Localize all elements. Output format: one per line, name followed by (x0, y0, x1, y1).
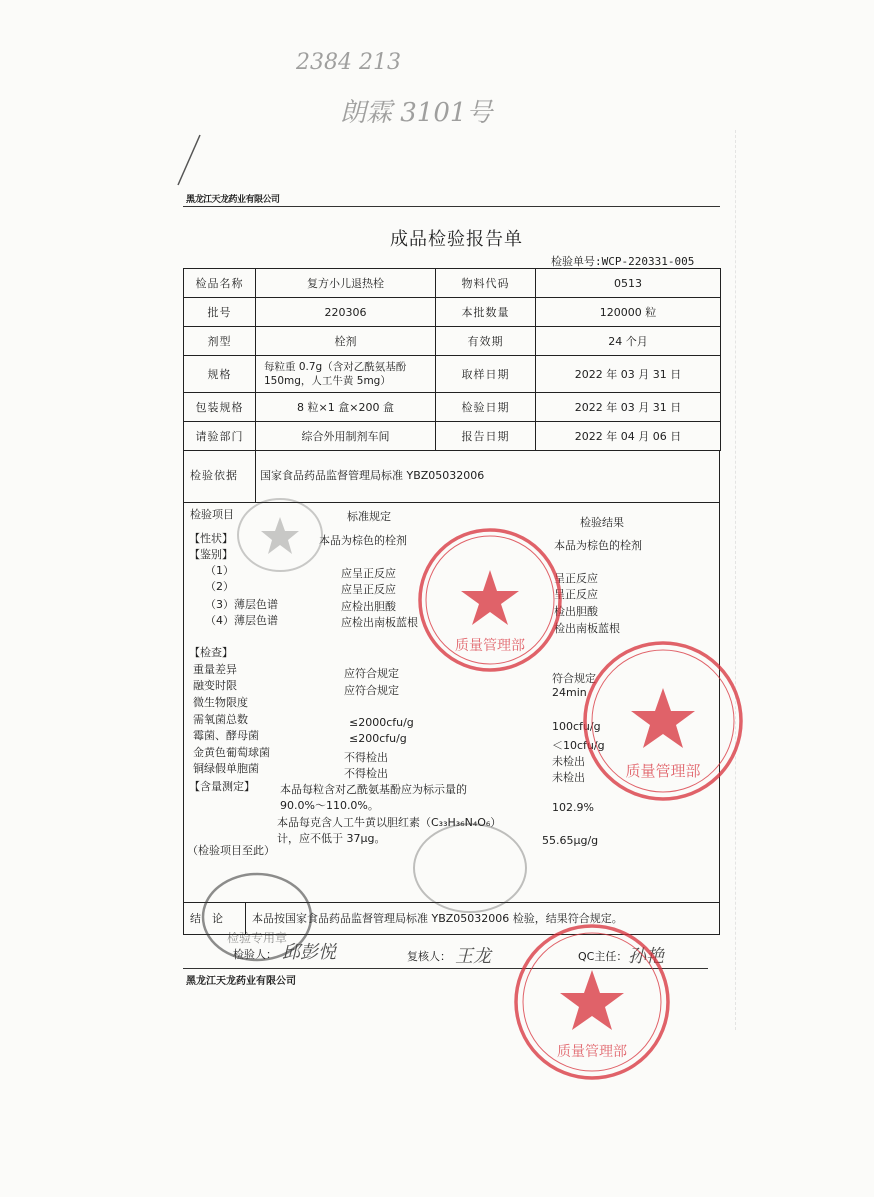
test-standard: 应呈正反应 (341, 567, 396, 580)
packing-label: 包装规格 (184, 393, 256, 422)
content-result-2: 55.65μg/g (542, 834, 599, 847)
inspector-signature: 邱彭悦 (282, 942, 336, 963)
batch-label: 批号 (184, 298, 256, 327)
basis-value: 国家食品药品监督管理局标准 YBZ05032006 (260, 469, 485, 482)
test-date-label: 检验日期 (436, 393, 536, 422)
test-item: 【鉴别】 (189, 548, 233, 561)
content-result-1: 102.9% (552, 801, 594, 814)
spec-label: 规格 (184, 356, 256, 393)
test-standard: 不得检出 (344, 767, 388, 780)
material-code-value: 0513 (536, 269, 721, 298)
report-date-value: 2022 年 04 月 06 日 (536, 422, 721, 451)
test-item: （3）薄层色谱 (205, 598, 278, 611)
test-item: 重量差异 (193, 663, 237, 676)
content-standard-2a: 本品每克含人工牛黄以胆红素（C₃₃H₃₆N₄O₆） (277, 816, 502, 829)
report-number-value: WCP-220331-005 (601, 255, 695, 268)
test-standard: 应符合规定 (344, 684, 399, 697)
conclusion-text: 本品按国家食品药品监督管理局标准 YBZ05032006 检验，结果符合规定。 (252, 912, 623, 925)
report-date-label: 报告日期 (436, 422, 536, 451)
test-standard: 应符合规定 (344, 667, 399, 680)
test-item: 铜绿假单胞菌 (193, 762, 259, 775)
form-label: 剂型 (184, 327, 256, 356)
inspector-label: 检验人： (233, 948, 277, 961)
dept-label: 请验部门 (184, 422, 256, 451)
report-number (551, 253, 694, 269)
table-row (184, 393, 721, 422)
svg-text:质量管理部: 质量管理部 (557, 1044, 627, 1060)
spec-line-2: 150mg，人工牛黄 5mg） (264, 375, 391, 387)
stamp-4 (200, 870, 315, 965)
basis-label: 检验依据 (190, 469, 238, 482)
qa-label: QC主任： (578, 950, 628, 963)
col-header-result: 检验结果 (580, 516, 624, 529)
stamp-1 (415, 525, 565, 675)
test-item: 【性状】 (189, 532, 233, 545)
company-name-header: 黑龙江天龙药业有限公司 (186, 195, 280, 205)
report-title: 成品检验报告单 (390, 229, 523, 250)
validity-label: 有效期 (436, 327, 536, 356)
test-item: （2） (205, 580, 234, 593)
scan-edge-shadow (735, 130, 796, 1030)
svg-text:检验专用章: 检验专用章 (226, 931, 288, 945)
form-value: 栓剂 (256, 327, 436, 356)
reviewer-signature: 王龙 (455, 946, 491, 967)
test-standard: 应检出南板蓝根 (341, 616, 418, 629)
header-rule (183, 206, 720, 207)
batch-value: 220306 (256, 298, 436, 327)
table-row (184, 356, 721, 393)
stamp-6 (235, 495, 325, 575)
test-result: 未检出 (552, 771, 585, 784)
test-item: 融变时限 (193, 679, 237, 692)
stamp-3 (510, 920, 675, 1085)
svg-text:质量管理部: 质量管理部 (455, 638, 525, 654)
test-item: （1） (205, 564, 234, 577)
col-header-item: 检验项目 (190, 508, 234, 521)
info-table (183, 268, 721, 451)
end-note: （检验项目至此） (187, 844, 275, 857)
company-name-footer: 黑龙江天龙药业有限公司 (186, 976, 296, 987)
stamp-5 (410, 818, 530, 918)
test-standard: ≤200cfu/g (349, 732, 407, 745)
test-standard: 本品为棕色的栓剂 (319, 534, 407, 547)
test-item: 【检查】 (189, 646, 233, 659)
test-standard: 应检出胆酸 (341, 600, 396, 613)
batch-qty-label: 本批数量 (436, 298, 536, 327)
pen-stroke-mark (170, 130, 210, 190)
table-row (184, 298, 721, 327)
test-item: 金黄色葡萄球菌 (193, 746, 270, 759)
packing-value: 8 粒×1 盒×200 盒 (256, 393, 436, 422)
test-result: 100cfu/g (552, 720, 601, 733)
content-standard-1a: 本品每粒含对乙酰氨基酚应为标示量的 (280, 783, 467, 796)
material-code-label: 物料代码 (436, 269, 536, 298)
test-item: 霉菌、酵母菌 (193, 729, 259, 742)
reviewer-label: 复核人： (407, 950, 451, 963)
dept-value: 综合外用制剂车间 (256, 422, 436, 451)
handwritten-note-1: 2384 213 (296, 50, 401, 75)
test-result: 符合规定 (552, 672, 596, 685)
test-result: 24min (552, 686, 587, 699)
validity-value: 24 个月 (536, 327, 721, 356)
test-standard: 不得检出 (344, 751, 388, 764)
test-result: 未检出 (552, 755, 585, 768)
content-label: 【含量测定】 (189, 780, 255, 793)
table-row (184, 269, 721, 298)
spec-line-1: 每粒重 0.7g（含对乙酰氨基酚 (264, 361, 407, 373)
test-result: 检出胆酸 (554, 605, 598, 618)
handwritten-note-2: 朗霖 3101号 (340, 98, 493, 128)
product-name-value: 复方小儿退热栓 (256, 269, 436, 298)
stamp-2 (578, 636, 748, 806)
test-standard: 应呈正反应 (341, 583, 396, 596)
col-header-standard: 标准规定 (347, 510, 391, 523)
qa-signature: 孙艳 (628, 946, 664, 967)
test-item: 微生物限度 (193, 696, 248, 709)
spec-value (256, 356, 436, 393)
test-date-value: 2022 年 03 月 31 日 (536, 393, 721, 422)
test-result: 呈正反应 (554, 588, 598, 601)
table-row (184, 422, 721, 451)
test-item: 需氧菌总数 (193, 713, 248, 726)
product-name-label: 检品名称 (184, 269, 256, 298)
test-standard: ≤2000cfu/g (349, 716, 414, 729)
sample-date-label: 取样日期 (436, 356, 536, 393)
sample-date-value: 2022 年 03 月 31 日 (536, 356, 721, 393)
content-standard-1b: 90.0%～110.0%。 (280, 799, 379, 812)
svg-text:质量管理部: 质量管理部 (625, 762, 701, 780)
content-standard-2b: 计，应不低于 37μg。 (277, 832, 386, 845)
table-row (184, 327, 721, 356)
test-result: 检出南板蓝根 (554, 622, 620, 635)
test-result: 本品为棕色的栓剂 (554, 539, 642, 552)
conclusion-label: 结 论 (190, 912, 223, 925)
test-item: （4）薄层色谱 (205, 614, 278, 627)
test-result: 呈正反应 (554, 572, 598, 585)
report-number-label: 检验单号: (551, 255, 602, 268)
test-result: ＜10cfu/g (552, 739, 605, 752)
batch-qty-value: 120000 粒 (536, 298, 721, 327)
